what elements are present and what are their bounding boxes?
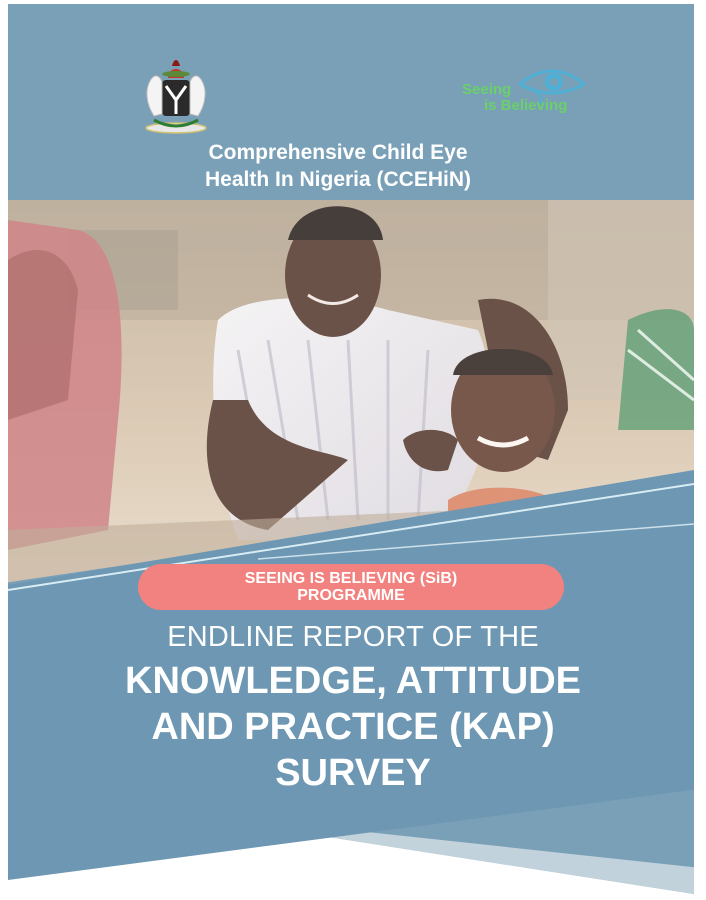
report-title <box>68 658 638 796</box>
programme-badge-line1: SEEING IS BELIEVING (SiB) <box>244 570 458 587</box>
report-subtitle: ENDLINE REPORT OF THE <box>167 621 539 653</box>
report-title-line3: SURVEY <box>275 752 431 794</box>
program-title-line2: Health In Nigeria (CCEHiN) <box>204 168 472 191</box>
report-cover <box>8 4 694 894</box>
report-title-line1: KNOWLEDGE, ATTITUDE <box>125 660 581 702</box>
programme-badge-line2: PROGRAMME <box>297 587 405 604</box>
program-title-line1: Comprehensive Child Eye <box>208 141 468 164</box>
report-title-line2: AND PRACTICE (KAP) <box>151 706 555 748</box>
logo-text-line1: Seeing <box>462 81 512 98</box>
logo-text-line2: is Believing <box>484 97 568 114</box>
programme-badge <box>138 564 564 610</box>
